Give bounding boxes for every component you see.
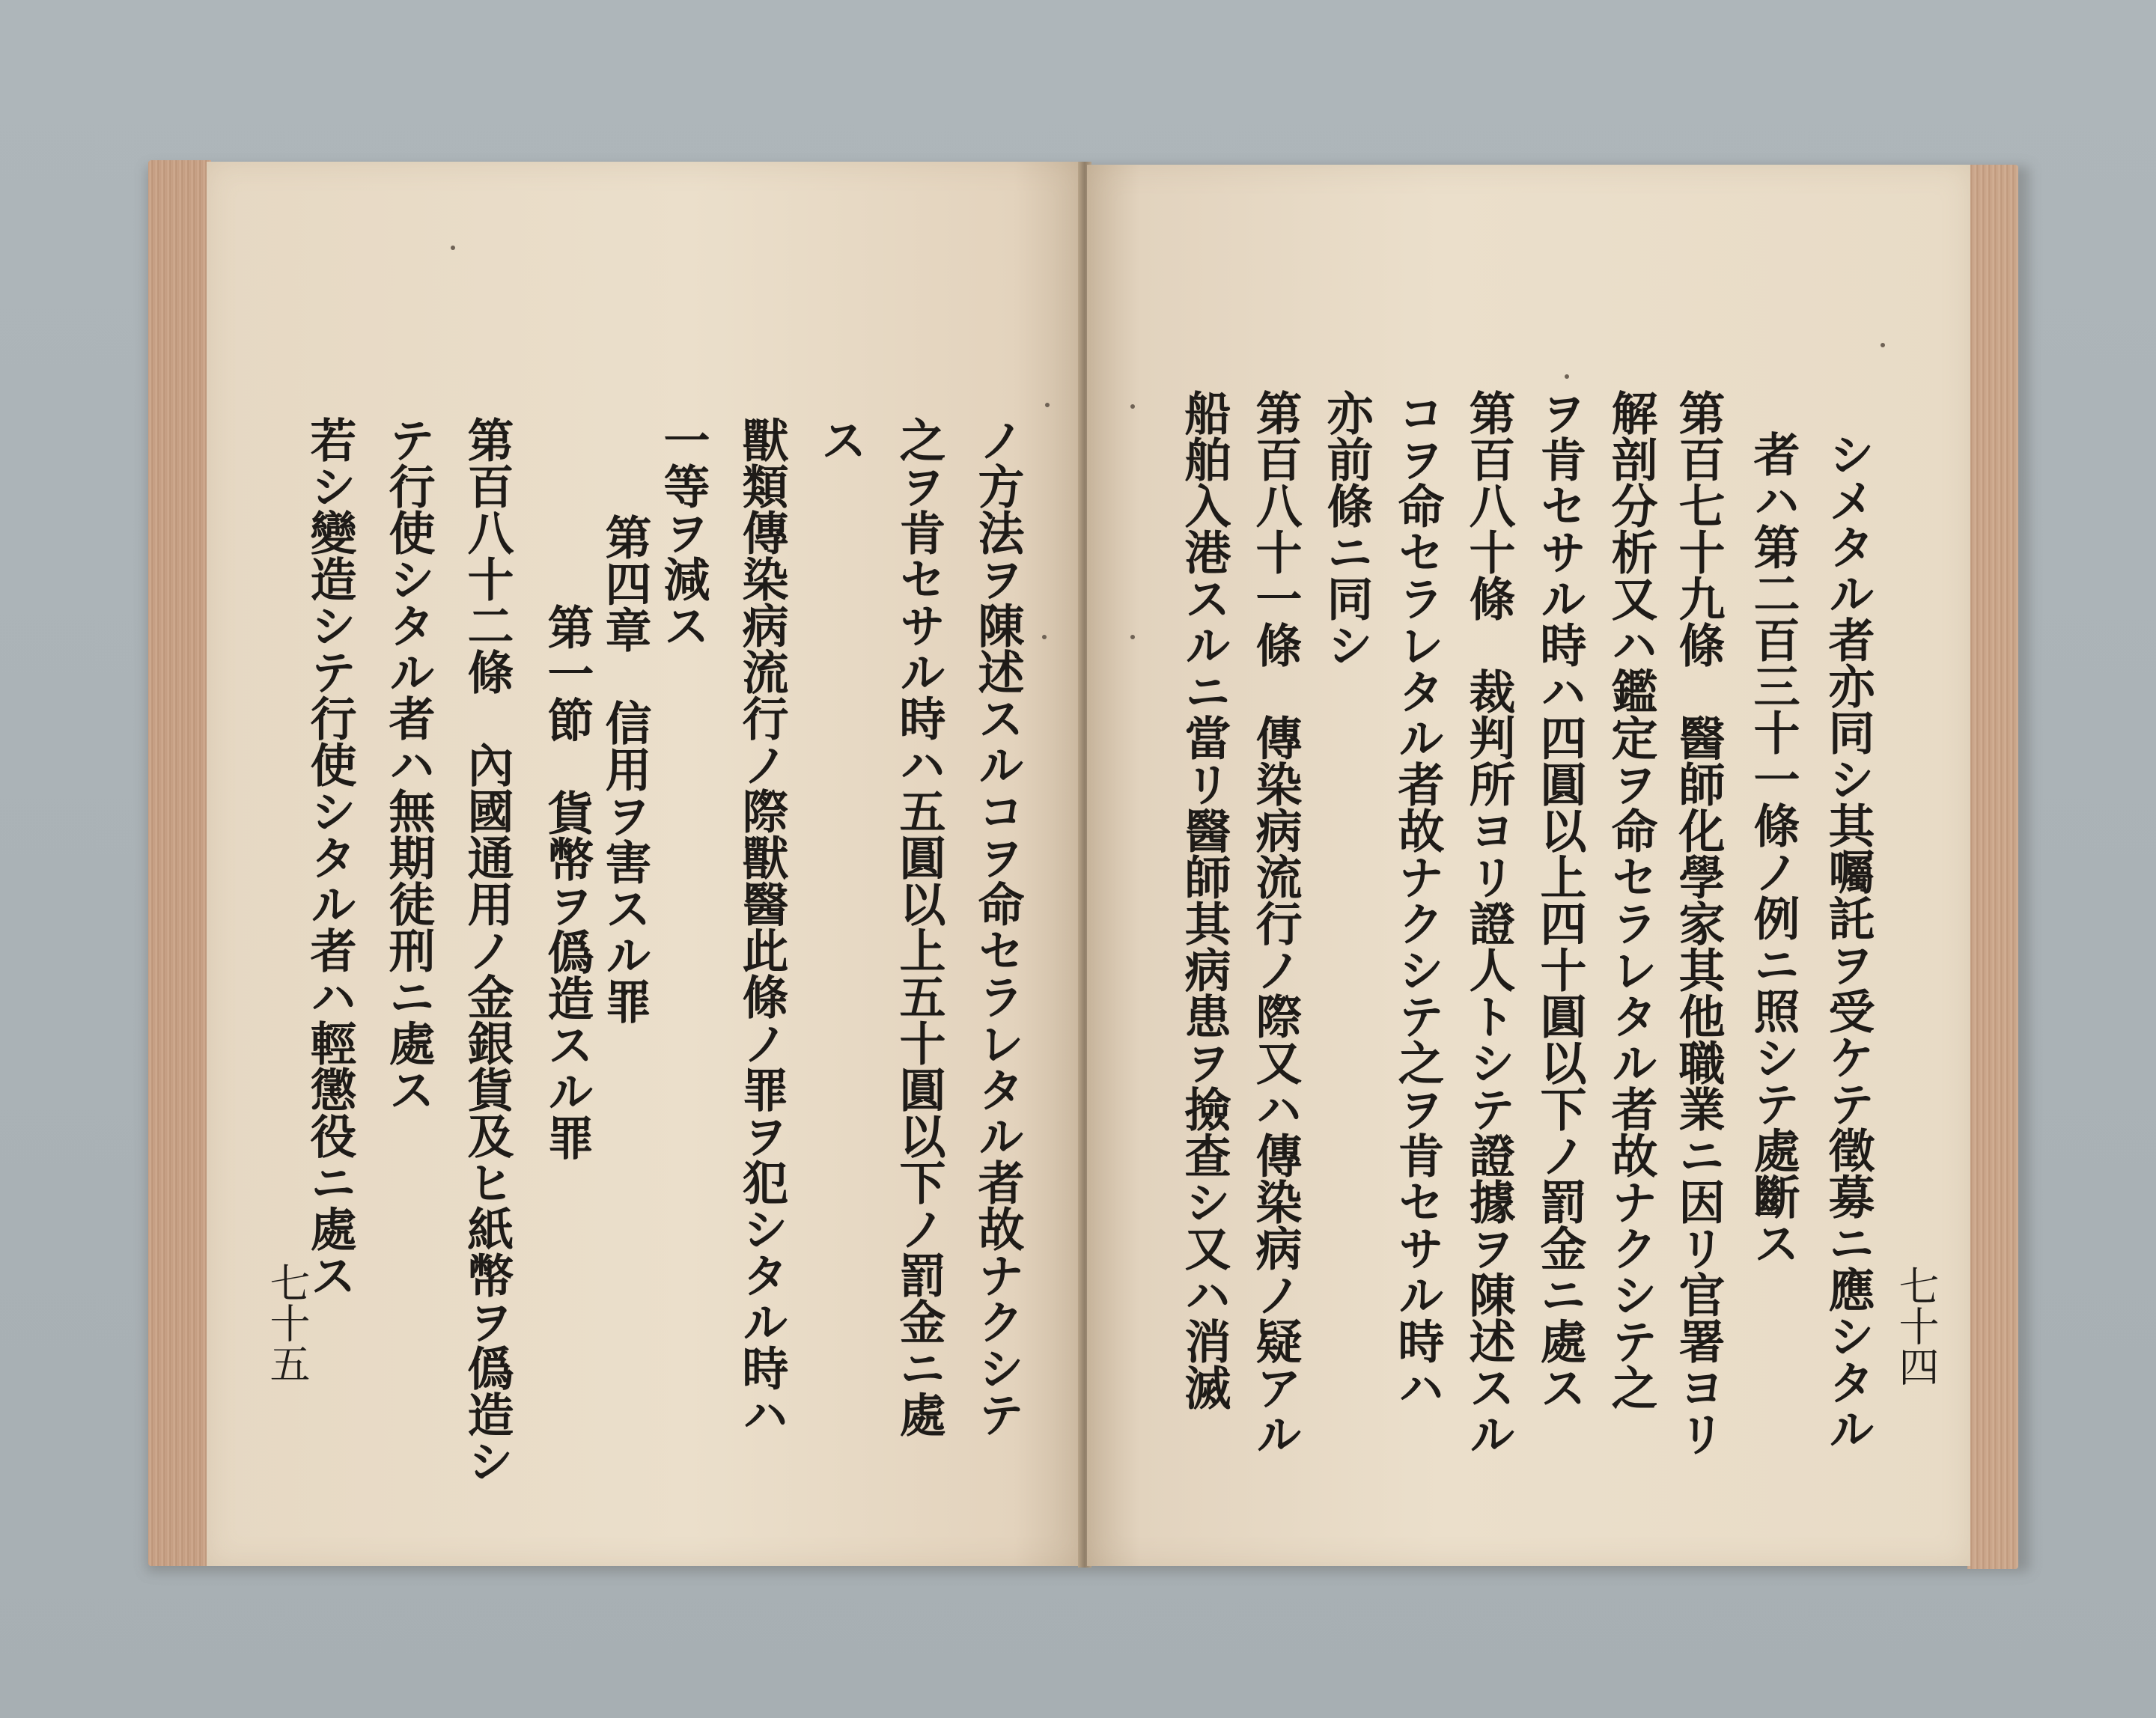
text-column: 亦前條ニ同シ <box>1319 389 1374 668</box>
text-column: 者ハ第二百三十一條ノ例ニ照シテ處斷ス <box>1746 430 1800 1266</box>
text-column: 第百七十九條 醫師化學家其他職業ニ因リ官署ヨリ <box>1671 389 1726 1457</box>
text-column: テ行使シタル者ハ無期徒刑ニ處ス <box>381 416 436 1112</box>
text-column: 獸類傳染病流行ノ際獸醫此條ノ罪ヲ犯シタル時ハ <box>734 416 789 1437</box>
text-column: 第百八十一條 傳染病流行ノ際又ハ傳染病ノ疑アル <box>1248 389 1303 1457</box>
page-number: 七十四 <box>1892 1265 1940 1386</box>
text-column: 解剖分析又ハ鑑定ヲ命セラレタル者故ナクシテ之 <box>1604 389 1658 1410</box>
paper-speck <box>1565 374 1569 379</box>
section-heading: 第一節 貨幣ヲ僞造スル罪 <box>540 603 594 1160</box>
text-column: シメタル者亦同シ其囑託ヲ受ケテ徵募ニ應シタル <box>1821 430 1875 1452</box>
paper-speck <box>1045 403 1050 407</box>
text-column: コヲ命セラレタル者故ナクシテ之ヲ肯セサル時ハ <box>1390 389 1445 1410</box>
paper-speck <box>1130 635 1135 639</box>
paper-speck <box>451 246 455 250</box>
text-column: 第百八十二條 內國通用ノ金銀貨及ヒ紙幣ヲ僞造シ <box>460 416 514 1484</box>
text-column: ノ方法ヲ陳述スルコヲ命セラレタル者故ナクシテ <box>970 416 1025 1437</box>
paper-speck <box>1130 404 1135 409</box>
paper-speck <box>1881 343 1885 347</box>
paper-speck <box>1042 635 1047 639</box>
page-number: 七十五 <box>264 1262 311 1383</box>
text-column: ヲ肯セサル時ハ四圓以上四十圓以下ノ罰金ニ處ス <box>1532 389 1587 1410</box>
text-column: ス <box>813 416 868 463</box>
text-column: 一等ヲ減ス <box>656 416 710 648</box>
text-column: 船舶入港スルニ當リ醫師其病患ヲ撿查シ又ハ消滅 <box>1177 389 1231 1410</box>
left-page-edges <box>148 160 211 1566</box>
right-page-edges <box>1967 165 2018 1569</box>
text-column: 第百八十條 裁判所ヨリ證人トシテ證據ヲ陳述スル <box>1461 389 1516 1457</box>
text-column: 若シ變造シテ行使シタル者ハ輕懲役ニ處ス <box>302 416 357 1298</box>
chapter-heading: 第四章 信用ヲ害スル罪 <box>597 514 652 1024</box>
right-page <box>1087 165 1970 1566</box>
left-page <box>207 162 1084 1566</box>
text-column: 之ヲ肯セサル時ハ五圓以上五十圓以下ノ罰金ニ處 <box>892 416 946 1437</box>
